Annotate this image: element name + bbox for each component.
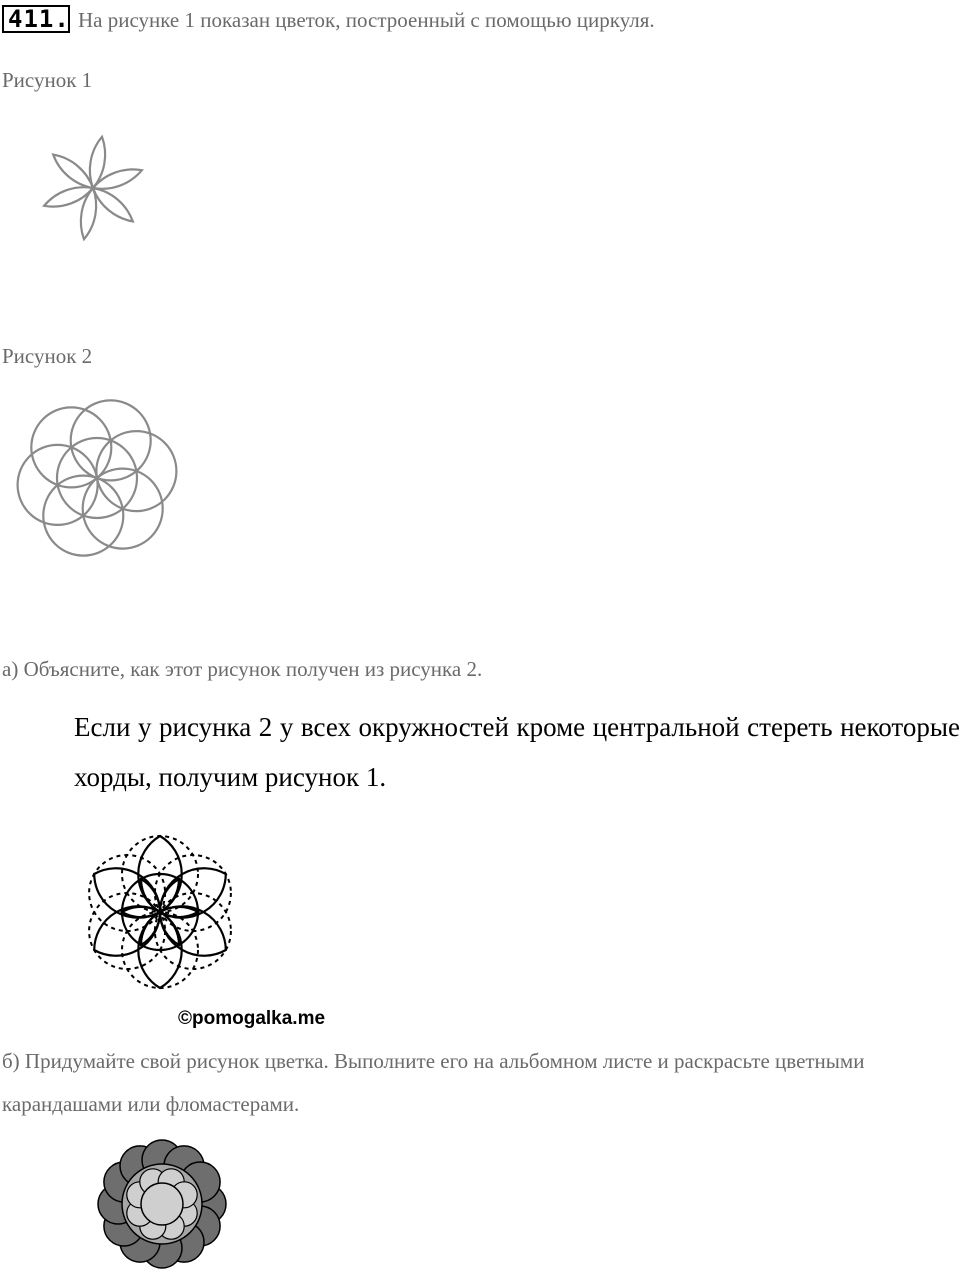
- petal-2: [93, 169, 142, 188]
- petal-3: [93, 188, 133, 221]
- flower-center: [141, 1183, 183, 1225]
- figure-2-label: Рисунок 2: [2, 344, 93, 368]
- question-a: а) Объясните, как этот рисунок получен из рисунка 2.: [2, 657, 483, 681]
- figure-1-label: Рисунок 1: [2, 68, 93, 92]
- answer-diagram: [0, 830, 260, 1000]
- problem-number: 411.: [2, 5, 70, 33]
- petal-4: [81, 188, 96, 239]
- petal-6: [53, 155, 93, 188]
- figure-1-flower: [0, 110, 200, 280]
- figure-2-circles: [0, 382, 200, 582]
- petal-1: [90, 137, 105, 188]
- question-b: б) Придумайте свой рисунок цветка. Выполните его на альбомном листе и раскрасьте цветными карандашами или фломастерами.: [2, 1049, 865, 1116]
- colored-flower-drawing: [0, 1135, 240, 1275]
- problem-statement: На рисунке 1 показан цветок, построенный с помощью циркуля.: [78, 8, 655, 32]
- petal-5: [44, 187, 93, 206]
- answer-a: Если у рисунка 2 у всех окружностей кроме центральной стереть некоторые хорды, получим рисунок 1.: [74, 712, 960, 792]
- watermark: ©pomogalka.me: [178, 1008, 326, 1029]
